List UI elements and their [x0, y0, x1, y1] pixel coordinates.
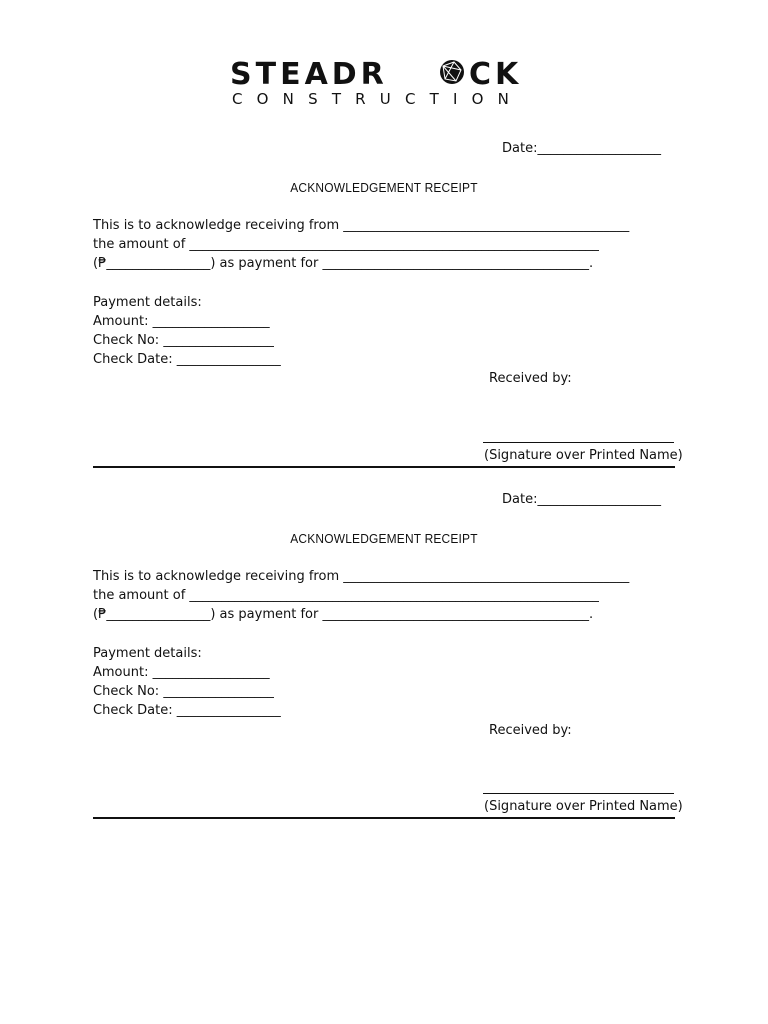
- check-date-field[interactable]: Check Date: ________________: [93, 703, 281, 718]
- rock-icon: [440, 60, 464, 84]
- payment-details-label: Payment details:: [93, 646, 202, 661]
- check-no-field[interactable]: Check No: _________________: [93, 684, 274, 699]
- receipt-title: ACKNOWLEDGEMENT RECEIPT: [290, 531, 478, 546]
- amount-words-line[interactable]: the amount of _______________________________________________________________: [93, 588, 599, 603]
- logo-word-left: STEADR: [230, 57, 388, 92]
- company-logo: [226, 52, 544, 118]
- section-divider: [93, 817, 675, 819]
- received-from-line[interactable]: This is to acknowledge receiving from ____________________________________________: [93, 218, 630, 233]
- received-by-label: Received by:: [489, 371, 572, 386]
- signature-caption: (Signature over Printed Name): [484, 448, 683, 463]
- signature-caption: (Signature over Printed Name): [484, 799, 683, 814]
- signature-line[interactable]: [483, 793, 674, 794]
- date-field[interactable]: Date:___________________: [502, 492, 661, 507]
- steadrock-logo-graphic: [226, 52, 544, 118]
- payment-details-label: Payment details:: [93, 295, 202, 310]
- amount-words-line[interactable]: the amount of _______________________________________________________________: [93, 237, 599, 252]
- logo-word-right: CK: [469, 57, 523, 92]
- check-date-field[interactable]: Check Date: ________________: [93, 352, 281, 367]
- amount-field[interactable]: Amount: __________________: [93, 314, 270, 329]
- check-no-field[interactable]: Check No: _________________: [93, 333, 274, 348]
- amount-field[interactable]: Amount: __________________: [93, 665, 270, 680]
- received-by-label: Received by:: [489, 723, 572, 738]
- signature-line[interactable]: [483, 442, 674, 443]
- payment-for-line[interactable]: (₱________________) as payment for _________________________________________.: [93, 607, 594, 622]
- receipt-title: ACKNOWLEDGEMENT RECEIPT: [290, 180, 478, 195]
- section-divider: [93, 466, 675, 468]
- payment-for-line[interactable]: (₱________________) as payment for _________________________________________.: [93, 256, 594, 271]
- logo-subtitle: CONSTRUCTION: [232, 90, 524, 108]
- date-field[interactable]: Date:___________________: [502, 141, 661, 156]
- received-from-line[interactable]: This is to acknowledge receiving from ____________________________________________: [93, 569, 630, 584]
